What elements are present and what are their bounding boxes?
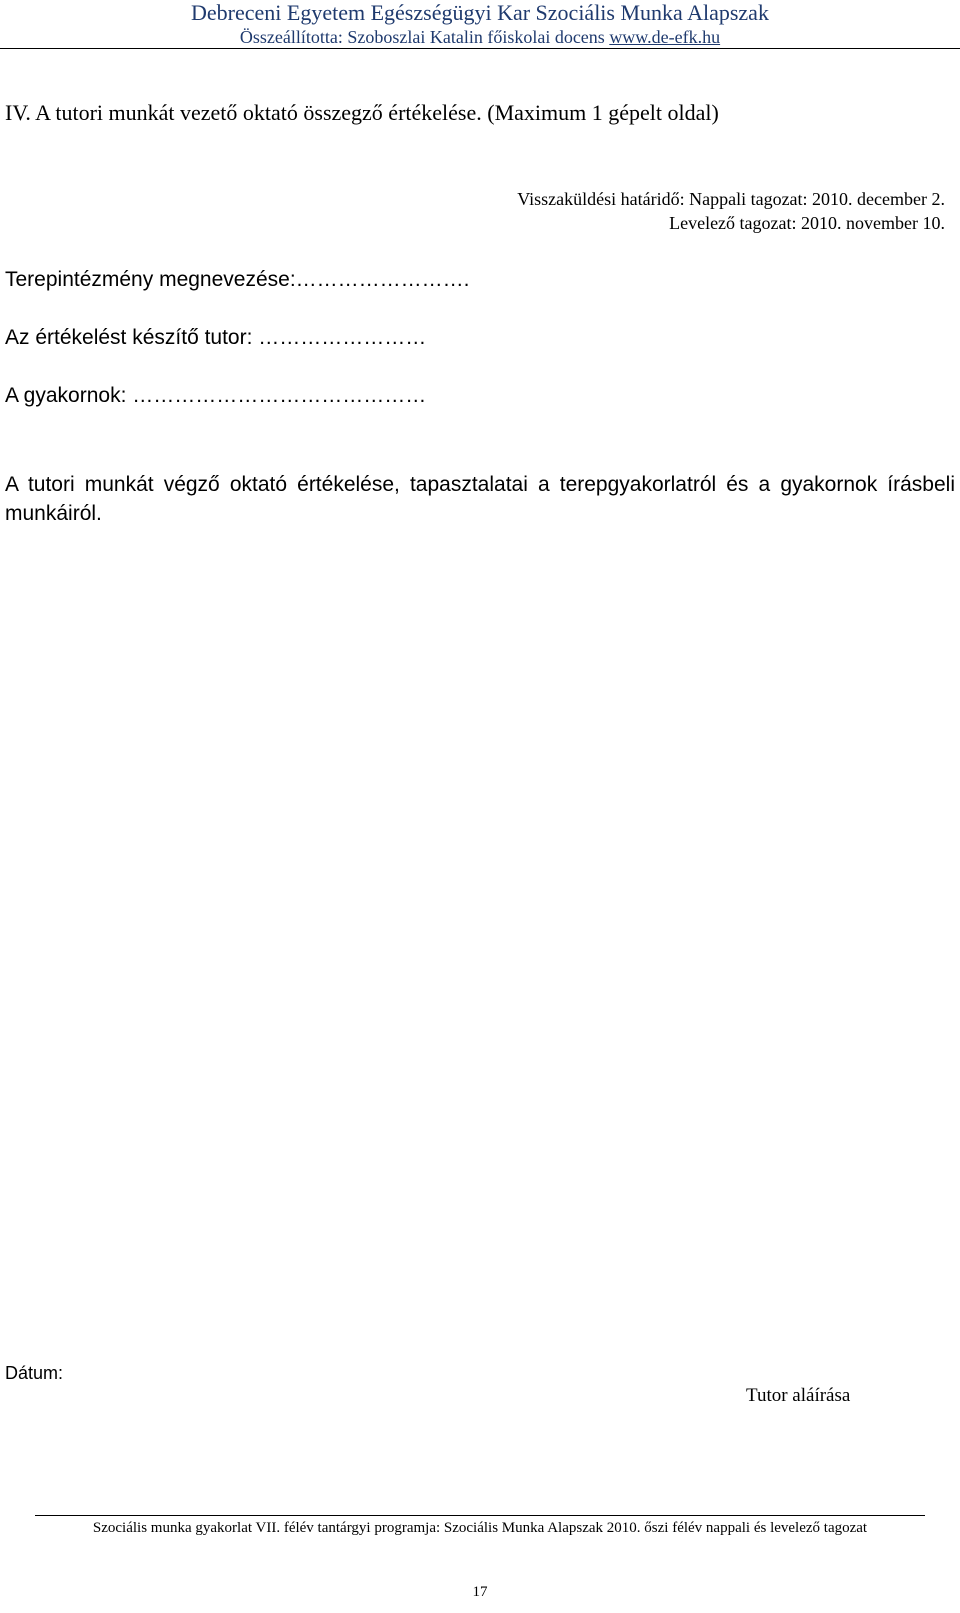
evaluation-instructions: A tutori munkát végző oktató értékelése, tapasztalatai a terepgyakorlatról és a gyakornok írásbeli munkáiról. — [5, 473, 955, 525]
header-author-line — [0, 26, 960, 48]
header-divider — [0, 48, 960, 49]
field-trainee-label: A gyakornok: — [5, 384, 127, 407]
signature-label: Tutor aláírása — [746, 1385, 851, 1406]
field-institution-label: Terepintézmény megnevezése: — [5, 268, 296, 291]
footer-text: Szociális munka gyakorlat VII. félév tantárgyi programja: Szociális Munka Alapszak 2010. őszi félév nappali és levelező tagozat — [92, 1520, 868, 1536]
header-title: Debreceni Egyetem Egészségügyi Kar Szociális Munka Alapszak — [191, 0, 769, 25]
field-institution-blank[interactable]: ……………………. — [295, 268, 470, 291]
field-tutor-label: Az értékelést készítő tutor: — [5, 326, 253, 349]
date-label: Dátum: — [5, 1363, 64, 1383]
deadline-fulltime: Visszaküldési határidő: Nappali tagozat: 2010. december 2. — [517, 189, 945, 209]
deadline-correspondence: Levelező tagozat: 2010. november 10. — [669, 213, 945, 233]
header-website-link[interactable]: www.de-efk.hu — [609, 27, 721, 47]
field-institution — [5, 267, 470, 293]
field-tutor-blank[interactable]: …………………… — [258, 326, 427, 349]
field-tutor — [5, 325, 426, 351]
field-trainee-blank[interactable]: …………………………………… — [132, 384, 427, 407]
footer-divider — [35, 1515, 925, 1516]
field-trainee — [5, 383, 426, 409]
page-number: 17 — [472, 1584, 488, 1600]
header-author: Összeállította: Szoboszlai Katalin főiskolai docens — [239, 27, 605, 47]
section-title: IV. A tutori munkát vezető oktató összegző értékelése. (Maximum 1 gépelt oldal) — [5, 100, 719, 125]
